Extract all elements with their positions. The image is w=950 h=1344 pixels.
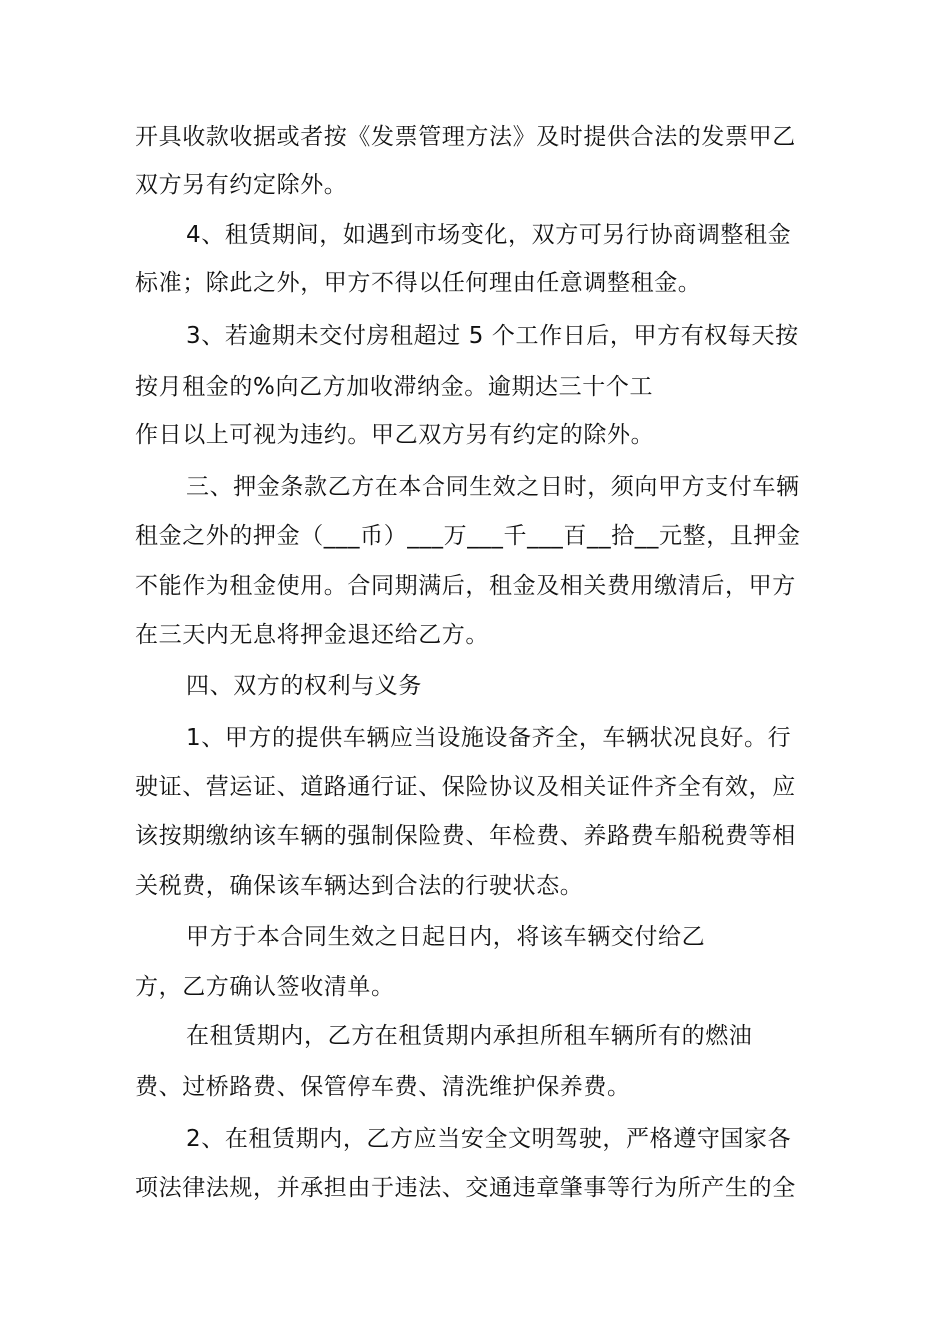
text-line: 费、过桥路费、保管停车费、清洗维护保养费。	[135, 1074, 631, 1100]
text-line: 甲方于本合同生效之日起日内，将该车辆交付给乙	[186, 924, 706, 950]
text-line: 该按期缴纳该车辆的强制保险费、年检费、养路费车船税费等相	[135, 823, 796, 849]
text-line: 双方另有约定除外。	[135, 172, 348, 198]
section-heading: 四、双方的权利与义务	[186, 673, 422, 699]
text-line: 作日以上可视为违约。甲乙双方另有约定的除外。	[135, 422, 655, 448]
text-line: 4、租赁期间，如遇到市场变化，双方可另行协商调整租金	[186, 222, 792, 248]
text-line: 按月租金的%向乙方加收滞纳金。逾期达三十个工	[135, 374, 654, 400]
text-line: 不能作为租金使用。合同期满后，租金及相关费用缴清后，甲方	[135, 573, 796, 599]
text-line: 2、在租赁期内，乙方应当安全文明驾驶，严格遵守国家各	[186, 1126, 792, 1152]
text-line: 三、押金条款乙方在本合同生效之日时，须向甲方支付车辆	[186, 474, 800, 500]
text-line: 方，乙方确认签收清单。	[135, 974, 395, 1000]
text-line: 驶证、营运证、道路通行证、保险协议及相关证件齐全有效，应	[135, 774, 796, 800]
text-line: 1、甲方的提供车辆应当设施设备齐全，车辆状况良好。行	[186, 725, 792, 751]
text-line: 项法律法规，并承担由于违法、交通违章肇事等行为所产生的全	[135, 1175, 796, 1201]
text-line: 标准；除此之外，甲方不得以任何理由任意调整租金。	[135, 270, 702, 296]
text-line: 关税费，确保该车辆达到合法的行驶状态。	[135, 873, 584, 899]
text-line: 开具收款收据或者按《发票管理方法》及时提供合法的发票甲乙	[135, 124, 796, 150]
text-line: 在三天内无息将押金退还给乙方。	[135, 622, 489, 648]
text-line: 租金之外的押金（___币）___万___千___百__拾__元整，且押金	[135, 523, 801, 549]
text-line: 在租赁期内，乙方在租赁期内承担所租车辆所有的燃油	[186, 1023, 753, 1049]
text-line: 3、若逾期未交付房租超过 5 个工作日后，甲方有权每天按	[186, 323, 799, 349]
